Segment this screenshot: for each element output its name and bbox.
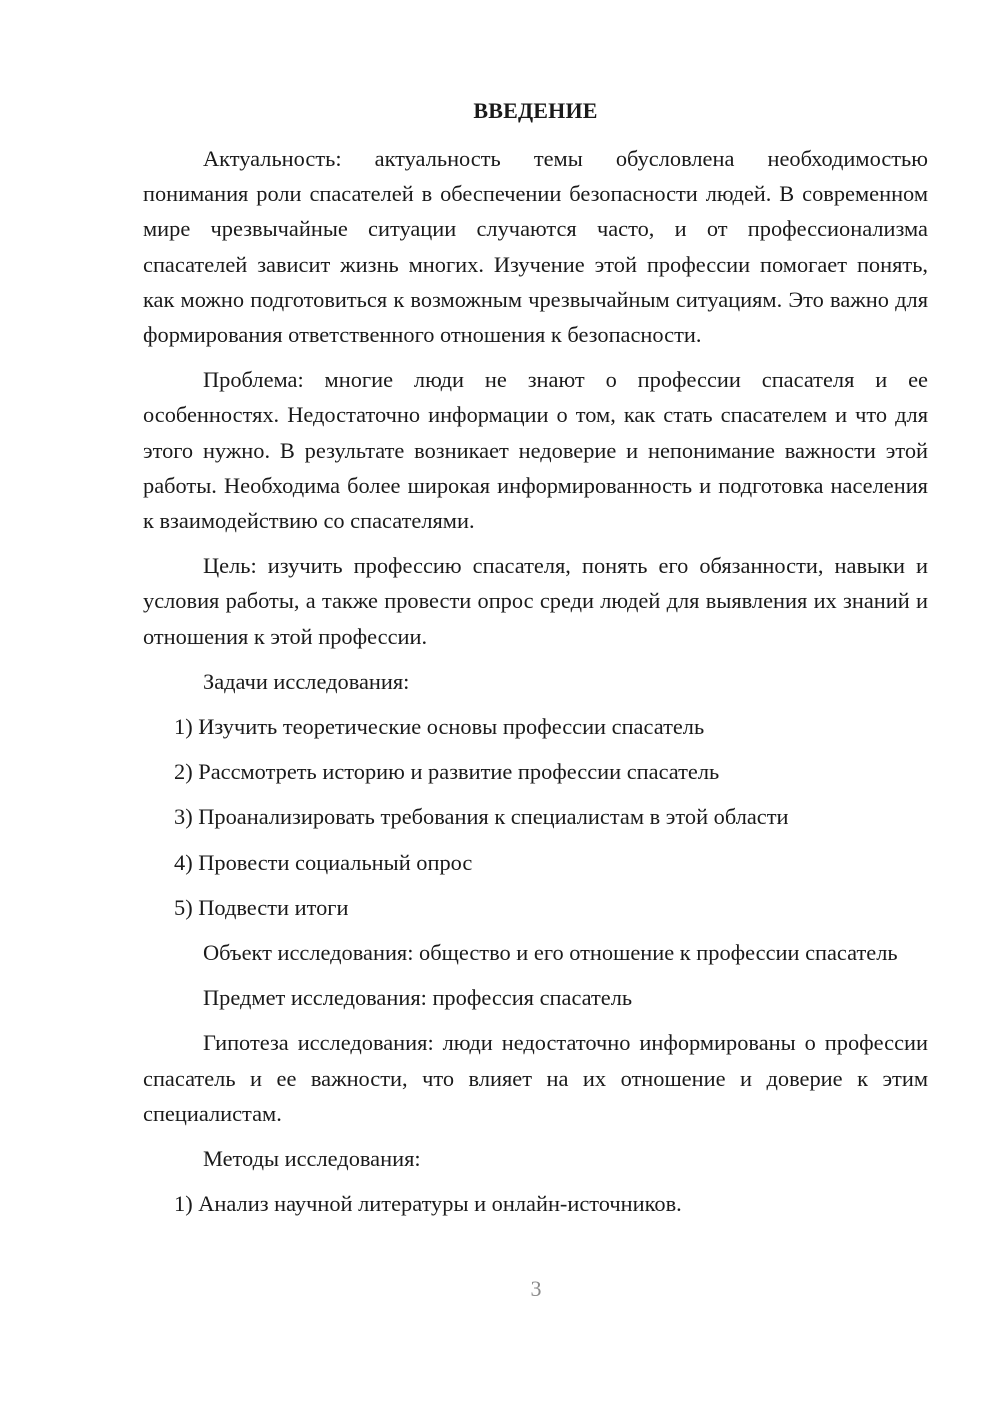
list-item: 1) Анализ научной литературы и онлайн-источников.: [174, 1191, 682, 1217]
methods-heading: Методы исследования:: [203, 1146, 421, 1172]
section-title: ВВЕДЕНИЕ: [473, 98, 598, 123]
document-page: [143, 95, 928, 1231]
relevance-paragraph: Актуальность: актуальность темы обусловлена необходимостью понимания роли спасателей в обеспечении безопасности людей. В современном мире чрезвычайные ситуации случаются часто, и от профессионализма спасателей зависит жизнь многих. Изучение этой профессии помогает понять, как можно подготовиться к возможным чрезвычайным ситуациям. Это важно для формирования ответственного отношения к безопасности.: [143, 146, 928, 348]
hypothesis-paragraph: Гипотеза исследования: люди недостаточно информированы о профессии спасатель и ее важности, что влияет на их отношение и доверие к этим специалистам.: [143, 1030, 928, 1126]
problem-paragraph: Проблема: многие люди не знают о профессии спасателя и ее особенностях. Недостаточно информации о том, как стать спасателем и что для этого нужно. В результате возникает недоверие и непонимание важности этой работы. Необходима более широкая информированность и подготовка населения к взаимодействию со спасателями.: [143, 367, 928, 534]
goal-paragraph: Цель: изучить профессию спасателя, понять его обязанности, навыки и условия работы, а также провести опрос среди людей для выявления их знаний и отношения к этой профессии.: [143, 553, 928, 649]
tasks-heading: Задачи исследования:: [203, 668, 410, 694]
list-item: 3) Проанализировать требования к специалистам в этой области: [174, 804, 789, 830]
page-number: 3: [530, 1276, 542, 1301]
object-paragraph: Объект исследования: общество и его отношение к профессии спасатель: [203, 940, 898, 966]
tasks-list: [143, 709, 928, 925]
list-item: 1) Изучить теоретические основы профессии спасатель: [174, 714, 705, 740]
methods-list: [143, 1186, 928, 1221]
list-item: 5) Подвести итоги: [174, 894, 349, 920]
list-item: 2) Рассмотреть историю и развитие профессии спасатель: [174, 759, 720, 785]
list-item: 4) Провести социальный опрос: [174, 849, 473, 875]
subject-paragraph: Предмет исследования: профессия спасатель: [203, 985, 633, 1011]
